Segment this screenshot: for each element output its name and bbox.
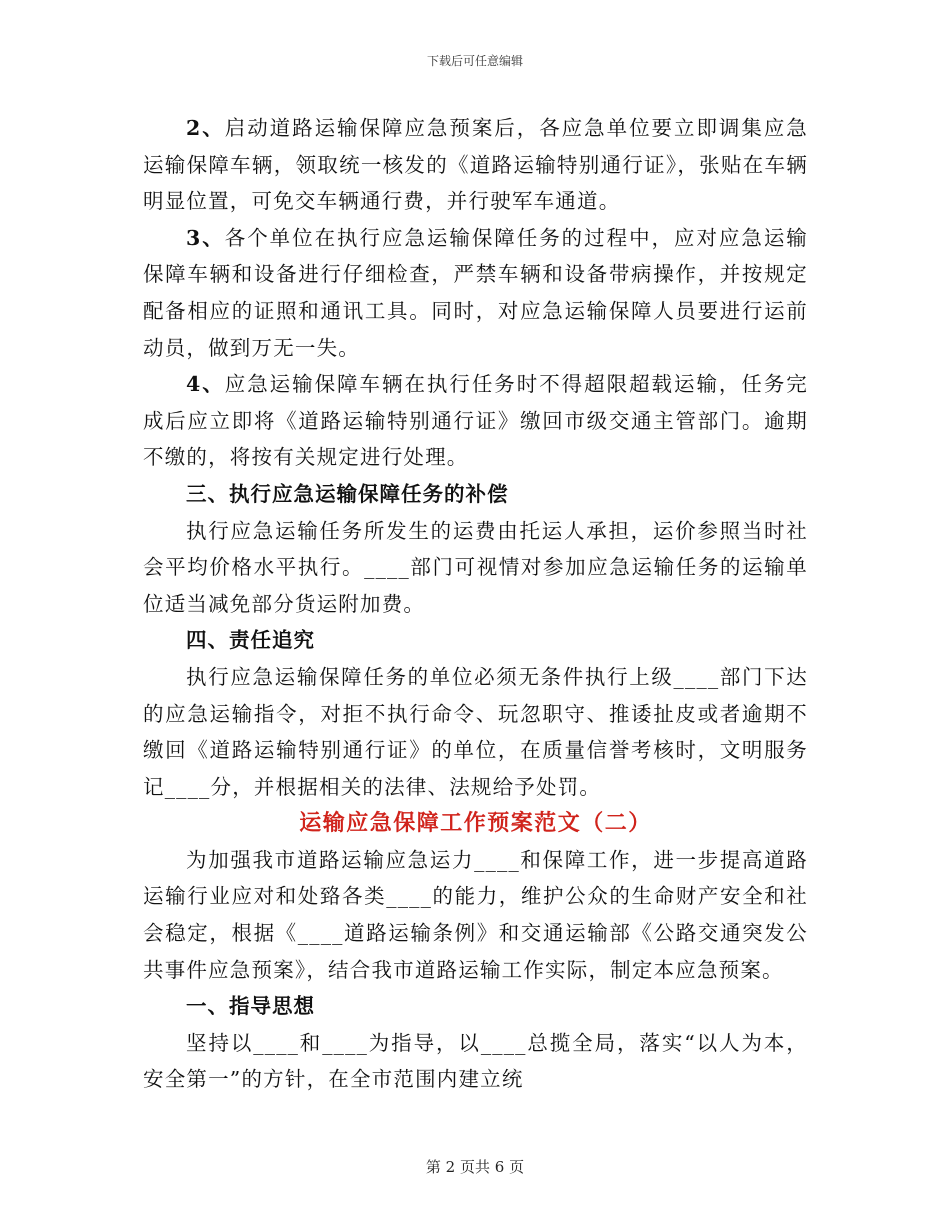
page-header: 下载后可任意编辑 — [426, 54, 523, 68]
paragraph-text: 执行应急运输保障任务的单位必须无条件执行上级____部门下达的应急运输指令，对拒不执行命令、玩忽职守、推诿扯皮或者逾期不缴回《道路运输特别通行证》的单位，在质量信誉考核时，文明服务记____分，并根据相关的法律、法规给予处罚。 — [143, 664, 808, 799]
paragraph-item-3 — [143, 220, 808, 366]
paragraph-accountability — [143, 659, 808, 805]
paragraph-compensation — [143, 513, 808, 623]
paragraph-text: 启动道路运输保障应急预案后，各应急单位要立即调集应急运输保障车辆，领取统一核发的《道路运输特别通行证》，张贴在车辆明显位置，可免交车辆通行费，并行驶军车通道。 — [143, 116, 809, 214]
document-title-part-two: 运输应急保障工作预案范文（二） — [299, 810, 652, 837]
item-number: 4、 — [186, 372, 225, 397]
paragraph-text: 执行应急运输任务所发生的运费由托运人承担，运价参照当时社会平均价格水平执行。____部门可视情对参加应急运输任务的运输单位适当减免部分货运附加费。 — [143, 518, 808, 616]
paragraph-guiding-ideology — [143, 1025, 808, 1098]
paragraph-item-4 — [143, 366, 808, 476]
paragraph-item-2 — [143, 110, 808, 220]
section-heading-accountability: 四、责任追究 — [186, 628, 316, 653]
document-body — [143, 110, 808, 1098]
paragraph-text: 坚持以____和____为指导，以____总揽全局，落实“以人为本，安全第一”的方针，在全市范围内建立统 — [143, 1030, 808, 1092]
paragraph-text: 为加强我市道路运输应急运力____和保障工作，进一步提高道路运输行业应对和处臵各类____的能力，维护公众的生命财产安全和社会稳定，根据《____道路运输条例》和交通运输部《公路交通突发公共事件应急预案》，结合我市道路运输工作实际，制定本应急预案。 — [143, 847, 808, 982]
section-heading-guiding-ideology: 一、指导思想 — [186, 994, 316, 1019]
paragraph-text: 应急运输保障车辆在执行任务时不得超限超载运输，任务完成后应立即将《道路运输特别通行证》缴回市级交通主管部门。逾期不缴的，将按有关规定进行处理。 — [143, 372, 809, 470]
item-number: 2、 — [186, 116, 225, 140]
section-heading-compensation: 三、执行应急运输保障任务的补偿 — [186, 481, 509, 506]
item-number: 3、 — [186, 225, 225, 250]
page-footer: 第 2 页共 6 页 — [425, 1158, 525, 1176]
paragraph-intro — [143, 842, 808, 988]
paragraph-text: 各个单位在执行应急运输保障任务的过程中，应对应急运输保障车辆和设备进行仔细检查，严禁车辆和设备带病操作，并按规定配备相应的证照和通讯工具。同时，对应急运输保障人员要进行运前动员，做到万无一失。 — [143, 225, 809, 360]
